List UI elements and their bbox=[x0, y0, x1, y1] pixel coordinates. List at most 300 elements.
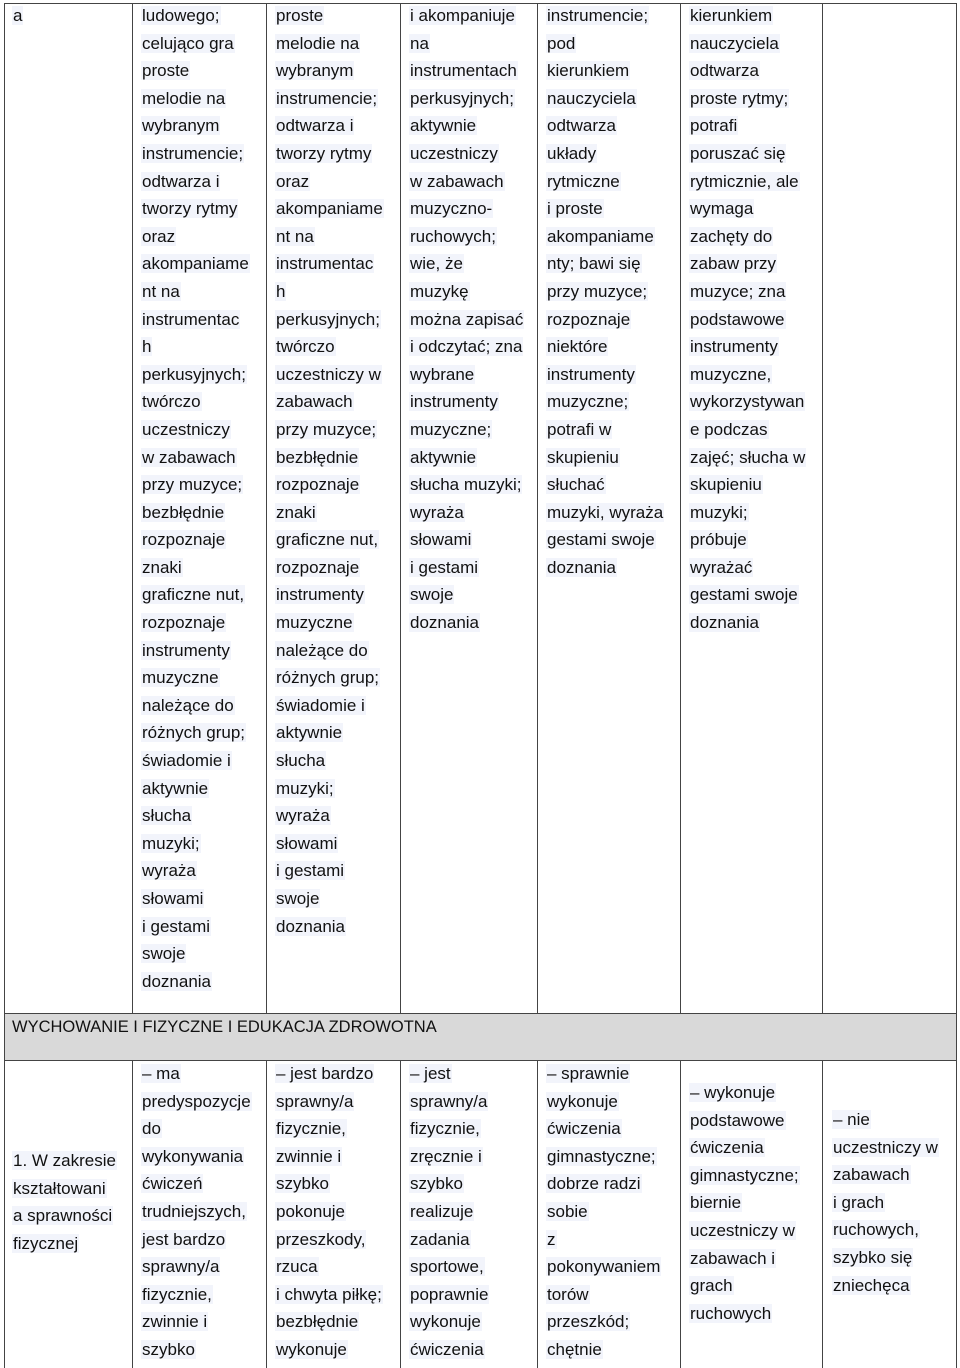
cell-text: wykonuje bbox=[410, 1312, 481, 1332]
cell-text-line bbox=[12, 1147, 117, 1175]
cell-text: aktywnie bbox=[410, 447, 477, 467]
cell-text: gestami swoje bbox=[547, 530, 655, 550]
cell-text-line bbox=[689, 416, 806, 444]
cell-text-line bbox=[689, 526, 806, 554]
cell-text: – wykonuje bbox=[690, 1083, 776, 1102]
row-divider bbox=[4, 1013, 957, 1014]
cell-text: odtwarza bbox=[547, 116, 616, 136]
cell-text-line bbox=[832, 1161, 939, 1189]
top-cell-col4 bbox=[546, 2, 664, 581]
cell-text-line bbox=[409, 1198, 489, 1226]
bottom-cell-col5 bbox=[689, 1079, 800, 1327]
bottom-cell-col4 bbox=[546, 1060, 661, 1364]
cell-text-line bbox=[689, 1107, 800, 1135]
cell-text-line bbox=[141, 526, 250, 554]
cell-text: ludowego; bbox=[142, 6, 220, 25]
cell-text-line bbox=[689, 1189, 800, 1217]
cell-text: szybko bbox=[276, 1174, 329, 1194]
cell-text-line bbox=[12, 1230, 117, 1258]
cell-text-line bbox=[546, 306, 664, 334]
bottom-cell-col1 bbox=[141, 1060, 252, 1364]
cell-text: swoje bbox=[276, 889, 320, 908]
table-border-right bbox=[956, 3, 957, 1013]
cell-text: należące do bbox=[142, 695, 234, 715]
cell-text-line bbox=[275, 526, 384, 554]
cell-text-line bbox=[546, 112, 664, 140]
cell-text: szybko bbox=[142, 1339, 195, 1359]
cell-text-line bbox=[409, 112, 524, 140]
cell-text: predyspozycje bbox=[142, 1091, 251, 1111]
cell-text: rytmiczne bbox=[547, 171, 620, 191]
cell-text: graficzne nut, bbox=[142, 585, 245, 605]
cell-text: odtwarza i bbox=[276, 116, 354, 136]
cell-text-line bbox=[141, 692, 250, 720]
cell-text: grach bbox=[690, 1276, 733, 1296]
cell-text-line bbox=[275, 140, 384, 168]
cell-text: niektóre bbox=[547, 337, 608, 357]
cell-text: – ma bbox=[142, 1064, 180, 1083]
cell-text-line bbox=[546, 223, 664, 251]
top-cell-col3 bbox=[409, 2, 524, 637]
top-cell-col2 bbox=[275, 2, 384, 940]
cell-text-line bbox=[141, 1088, 252, 1116]
cell-text: uczestniczy w bbox=[276, 364, 381, 384]
cell-text-line bbox=[409, 471, 524, 499]
cell-text: muzyczne bbox=[142, 668, 219, 688]
cell-text-line bbox=[409, 1170, 489, 1198]
cell-text-line bbox=[141, 857, 250, 885]
cell-text-line bbox=[409, 1281, 489, 1309]
cell-text-line bbox=[546, 1060, 661, 1088]
cell-text-line bbox=[689, 581, 806, 609]
cell-text: należące do bbox=[276, 640, 368, 660]
cell-text: szybko bbox=[410, 1174, 463, 1194]
column-divider bbox=[680, 3, 681, 1013]
cell-text: fizycznie, bbox=[410, 1119, 480, 1139]
cell-text: i chwyta piłkę; bbox=[276, 1284, 382, 1304]
cell-text: skupieniu bbox=[547, 447, 619, 467]
cell-text: instrumentach bbox=[410, 61, 517, 81]
cell-text-line bbox=[546, 526, 664, 554]
cell-text: twórczo bbox=[142, 392, 201, 412]
cell-text: ćwiczenia bbox=[410, 1339, 484, 1359]
cell-text-line bbox=[141, 581, 250, 609]
top-cell-col0 bbox=[12, 2, 23, 30]
cell-text-line bbox=[409, 388, 524, 416]
cell-text-line bbox=[141, 416, 250, 444]
cell-text-line bbox=[275, 250, 384, 278]
cell-text: i proste bbox=[547, 199, 603, 219]
cell-text: przeszkody, bbox=[276, 1229, 366, 1249]
cell-text: muzyczne; bbox=[547, 392, 629, 412]
cell-text: słuchać bbox=[547, 475, 605, 495]
cell-text: sobie bbox=[547, 1201, 588, 1221]
cell-text-line bbox=[275, 581, 384, 609]
cell-text-line bbox=[141, 1143, 252, 1171]
cell-text: ruchowych bbox=[690, 1303, 772, 1323]
cell-text-line bbox=[141, 1226, 252, 1254]
cell-text: i grach bbox=[833, 1192, 885, 1212]
cell-text-line bbox=[689, 361, 806, 389]
cell-text-line bbox=[409, 499, 524, 527]
cell-text: trudniejszych, bbox=[142, 1201, 246, 1221]
cell-text: gimnastyczne; bbox=[690, 1165, 799, 1185]
cell-text-line bbox=[275, 830, 384, 858]
cell-text: wybranym bbox=[276, 61, 354, 81]
column-divider bbox=[400, 1060, 401, 1368]
cell-text-line bbox=[689, 306, 806, 334]
cell-text: e podczas bbox=[690, 419, 768, 439]
table-border-left bbox=[4, 1013, 5, 1061]
cell-text: na bbox=[410, 33, 429, 53]
cell-text: ćwiczenia bbox=[690, 1138, 764, 1158]
cell-text-line bbox=[546, 30, 664, 58]
cell-text: akompaniame bbox=[142, 254, 249, 274]
cell-text: i akompaniuje bbox=[410, 6, 515, 25]
cell-text: wyraża bbox=[410, 502, 464, 522]
cell-text-line bbox=[275, 719, 384, 747]
cell-text: rozpoznaje bbox=[142, 530, 226, 550]
cell-text: bezbłędnie bbox=[142, 502, 225, 522]
cell-text: proste rytmy; bbox=[690, 88, 789, 108]
cell-text-line bbox=[546, 1253, 661, 1281]
cell-text: poruszać się bbox=[690, 143, 786, 163]
table-border-right bbox=[956, 1013, 957, 1061]
cell-text: swoje bbox=[410, 585, 454, 605]
cell-text-line bbox=[409, 1143, 489, 1171]
cell-text: wyraża bbox=[276, 806, 330, 826]
cell-text: słowami bbox=[410, 530, 472, 550]
cell-text-line bbox=[546, 416, 664, 444]
cell-text: świadomie i bbox=[276, 695, 365, 715]
cell-text-line bbox=[546, 168, 664, 196]
cell-text-line bbox=[689, 278, 806, 306]
cell-text-line bbox=[409, 195, 524, 223]
cell-text-line bbox=[546, 85, 664, 113]
cell-text: proste bbox=[142, 61, 190, 81]
cell-text-line bbox=[409, 416, 524, 444]
cell-text: nt na bbox=[142, 281, 180, 301]
cell-text: akompaniame bbox=[276, 199, 383, 219]
cell-text: aktywnie bbox=[410, 116, 477, 136]
cell-text-line bbox=[141, 1060, 252, 1088]
cell-text-line bbox=[141, 85, 250, 113]
cell-text: zwinnie i bbox=[276, 1146, 342, 1166]
cell-text-line bbox=[141, 747, 250, 775]
cell-text: – jest bbox=[410, 1064, 451, 1083]
cell-text: rytmicznie, ale bbox=[690, 171, 799, 191]
cell-text: bezbłędnie bbox=[276, 447, 359, 467]
cell-text-line bbox=[275, 692, 384, 720]
cell-text: 1. W zakresie bbox=[13, 1151, 116, 1170]
cell-text-line bbox=[689, 195, 806, 223]
cell-text: w zabawach bbox=[142, 447, 236, 467]
cell-text: doznania bbox=[410, 613, 480, 633]
cell-text-line bbox=[689, 1134, 800, 1162]
cell-text-line bbox=[546, 554, 664, 582]
cell-text-line bbox=[546, 361, 664, 389]
cell-text: rozpoznaje bbox=[547, 309, 631, 329]
cell-text: muzyczne, bbox=[690, 364, 772, 384]
cell-text: – nie bbox=[833, 1110, 870, 1129]
cell-text-line bbox=[689, 85, 806, 113]
cell-text: zabawach i bbox=[690, 1248, 776, 1268]
cell-text: wykonuje bbox=[276, 1339, 347, 1359]
cell-text: gimnastyczne; bbox=[547, 1146, 656, 1166]
cell-text-line bbox=[689, 444, 806, 472]
cell-text-line bbox=[275, 444, 384, 472]
cell-text: zachęty do bbox=[690, 226, 773, 246]
cell-text-line bbox=[141, 719, 250, 747]
cell-text: rozpoznaje bbox=[142, 613, 226, 633]
bottom-cell-col2 bbox=[275, 1060, 383, 1364]
cell-text-line bbox=[689, 388, 806, 416]
cell-text-line bbox=[275, 306, 384, 334]
cell-text-line bbox=[275, 857, 384, 885]
cell-text-line bbox=[689, 223, 806, 251]
cell-text: fizycznie, bbox=[276, 1119, 346, 1139]
cell-text-line bbox=[141, 278, 250, 306]
cell-text-line bbox=[141, 913, 250, 941]
cell-text: uczestniczy w bbox=[833, 1137, 938, 1157]
cell-text-line bbox=[409, 361, 524, 389]
cell-text: dobrze radzi bbox=[547, 1174, 641, 1194]
cell-text: różnych grup; bbox=[276, 668, 379, 688]
cell-text: słowami bbox=[142, 889, 204, 908]
cell-text: nauczyciela bbox=[690, 33, 779, 53]
cell-text-line bbox=[12, 2, 23, 30]
cell-text-line bbox=[275, 747, 384, 775]
cell-text: zwinnie i bbox=[142, 1312, 208, 1332]
cell-text-line bbox=[409, 57, 524, 85]
cell-text-line bbox=[689, 609, 806, 637]
cell-text-line bbox=[275, 2, 384, 30]
cell-text-line bbox=[275, 361, 384, 389]
table-border-left bbox=[4, 1060, 5, 1368]
cell-text: kierunkiem bbox=[547, 61, 630, 81]
cell-text: układy bbox=[547, 143, 597, 163]
cell-text: perkusyjnych; bbox=[276, 309, 380, 329]
cell-text-line bbox=[275, 885, 384, 913]
cell-text-line bbox=[141, 471, 250, 499]
cell-text-line bbox=[12, 1175, 117, 1203]
cell-text: podstawowe bbox=[690, 309, 785, 329]
cell-text-line bbox=[409, 1226, 489, 1254]
cell-text: potrafi bbox=[690, 116, 738, 136]
cell-text-line bbox=[275, 388, 384, 416]
cell-text-line bbox=[409, 581, 524, 609]
cell-text: znaki bbox=[276, 502, 316, 522]
cell-text-line bbox=[141, 168, 250, 196]
cell-text-line bbox=[141, 333, 250, 361]
cell-text: zabaw przy bbox=[690, 254, 776, 274]
cell-text: do bbox=[142, 1119, 161, 1139]
cell-text: muzyczne; bbox=[410, 419, 492, 439]
cell-text-line bbox=[546, 444, 664, 472]
cell-text-line bbox=[141, 388, 250, 416]
cell-text-line bbox=[546, 1281, 661, 1309]
cell-text: muzyczne bbox=[276, 613, 353, 633]
cell-text-line bbox=[546, 140, 664, 168]
cell-text: – jest bardzo bbox=[276, 1064, 374, 1083]
cell-text-line bbox=[275, 775, 384, 803]
cell-text-line bbox=[275, 223, 384, 251]
cell-text-line bbox=[689, 30, 806, 58]
cell-text-line bbox=[141, 1336, 252, 1364]
cell-text-line bbox=[689, 333, 806, 361]
bottom-cell-col0 bbox=[12, 1147, 117, 1257]
cell-text: doznania bbox=[690, 613, 760, 633]
cell-text: słucha bbox=[142, 806, 192, 826]
cell-text: muzykę bbox=[410, 281, 469, 301]
cell-text-line bbox=[409, 333, 524, 361]
cell-text-line bbox=[409, 1336, 489, 1364]
cell-text-line bbox=[141, 1115, 252, 1143]
cell-text-line bbox=[141, 940, 250, 968]
cell-text-line bbox=[546, 471, 664, 499]
cell-text: różnych grup; bbox=[142, 723, 245, 743]
cell-text: uczestniczy bbox=[410, 143, 498, 163]
cell-text: uczestniczy w bbox=[690, 1220, 795, 1240]
cell-text: instrumencie; bbox=[547, 6, 649, 25]
cell-text: fizycznej bbox=[13, 1233, 79, 1253]
cell-text-line bbox=[546, 1226, 661, 1254]
cell-text: instrumenty bbox=[690, 337, 778, 357]
cell-text-line bbox=[546, 1198, 661, 1226]
cell-text: przy muzyce; bbox=[276, 419, 377, 439]
cell-text-line bbox=[141, 885, 250, 913]
cell-text-line bbox=[409, 554, 524, 582]
cell-text: melodie na bbox=[276, 33, 360, 53]
cell-text: wymaga bbox=[690, 199, 754, 219]
section-header: WYCHOWANIE I FIZYCZNE I EDUKACJA ZDROWOTNA bbox=[12, 1018, 437, 1036]
cell-text: zabawach bbox=[276, 392, 353, 412]
cell-text-line bbox=[141, 30, 250, 58]
cell-text: odtwarza bbox=[690, 61, 759, 81]
cell-text: znaki bbox=[142, 557, 182, 577]
cell-text: poprawnie bbox=[410, 1284, 489, 1304]
cell-text: sprawny/a bbox=[142, 1257, 220, 1277]
cell-text: instrumenty bbox=[547, 364, 635, 384]
cell-text-line bbox=[409, 526, 524, 554]
cell-text-line bbox=[832, 1272, 939, 1300]
cell-text-line bbox=[275, 1253, 383, 1281]
cell-text: wyraża bbox=[142, 861, 196, 881]
cell-text: nty; bawi się bbox=[547, 254, 641, 274]
cell-text-line bbox=[546, 278, 664, 306]
cell-text: ruchowych; bbox=[410, 226, 496, 246]
cell-text: zniechęca bbox=[833, 1275, 910, 1295]
cell-text-line bbox=[275, 913, 384, 941]
cell-text-line bbox=[546, 1143, 661, 1171]
cell-text: w zabawach bbox=[410, 171, 504, 191]
cell-text: biernie bbox=[690, 1193, 742, 1213]
cell-text-line bbox=[689, 1162, 800, 1190]
cell-text: aktywnie bbox=[142, 778, 209, 798]
cell-text-line bbox=[141, 306, 250, 334]
cell-text-line bbox=[546, 57, 664, 85]
cell-text-line bbox=[275, 112, 384, 140]
cell-text: instrumentac bbox=[142, 309, 240, 329]
cell-text-line bbox=[141, 57, 250, 85]
cell-text: instrumenty bbox=[276, 585, 364, 605]
cell-text-line bbox=[141, 609, 250, 637]
cell-text-line bbox=[141, 499, 250, 527]
cell-text-line bbox=[832, 1244, 939, 1272]
cell-text: sportowe, bbox=[410, 1257, 484, 1277]
cell-text-line bbox=[141, 1281, 252, 1309]
cell-text-line bbox=[141, 1170, 252, 1198]
cell-text-line bbox=[141, 112, 250, 140]
cell-text-line bbox=[275, 802, 384, 830]
cell-text-line bbox=[275, 637, 384, 665]
cell-text: słucha bbox=[276, 751, 326, 771]
cell-text: zabawach bbox=[833, 1165, 910, 1185]
table-border-left bbox=[4, 3, 5, 1013]
cell-text: graficzne nut, bbox=[276, 530, 379, 550]
cell-text-line bbox=[409, 1308, 489, 1336]
cell-text-line bbox=[141, 664, 250, 692]
cell-text-line bbox=[409, 2, 524, 30]
cell-text-line bbox=[275, 333, 384, 361]
cell-text: muzyki; bbox=[690, 502, 748, 522]
cell-text: sprawny/a bbox=[410, 1091, 488, 1111]
cell-text-line bbox=[689, 1217, 800, 1245]
cell-text-line bbox=[409, 1115, 489, 1143]
cell-text: wyrażać bbox=[690, 557, 753, 577]
cell-text: proste bbox=[276, 6, 324, 25]
cell-text-line bbox=[141, 637, 250, 665]
cell-text-line bbox=[546, 388, 664, 416]
cell-text: sprawny/a bbox=[276, 1091, 354, 1111]
cell-text: – sprawnie bbox=[547, 1064, 630, 1083]
cell-text-line bbox=[141, 223, 250, 251]
cell-text-line bbox=[141, 250, 250, 278]
cell-text: przeszkód; bbox=[547, 1312, 630, 1332]
cell-text: kształtowani bbox=[13, 1178, 106, 1198]
cell-text-line bbox=[689, 57, 806, 85]
cell-text: ruchowych, bbox=[833, 1220, 919, 1240]
cell-text: muzyce; zna bbox=[690, 281, 786, 301]
bottom-cell-col6 bbox=[832, 1106, 939, 1299]
cell-text-line bbox=[141, 1253, 252, 1281]
cell-text-line bbox=[409, 444, 524, 472]
cell-text: muzyki; bbox=[276, 778, 334, 798]
cell-text-line bbox=[689, 168, 806, 196]
cell-text-line bbox=[141, 1198, 252, 1226]
cell-text: zajęć; słucha w bbox=[690, 447, 806, 467]
cell-text: twórczo bbox=[276, 337, 335, 357]
cell-text-line bbox=[275, 168, 384, 196]
top-cell-col5 bbox=[689, 2, 806, 637]
bottom-cell-col3 bbox=[409, 1060, 489, 1364]
cell-text-line bbox=[409, 278, 524, 306]
column-divider bbox=[822, 1060, 823, 1368]
cell-text: instrumencie; bbox=[142, 143, 244, 163]
cell-text: zadania bbox=[410, 1229, 470, 1249]
cell-text: próbuje bbox=[690, 530, 747, 550]
cell-text-line bbox=[409, 1088, 489, 1116]
cell-text: gestami swoje bbox=[690, 585, 798, 605]
column-divider bbox=[132, 1060, 133, 1368]
cell-text-line bbox=[832, 1216, 939, 1244]
cell-text-line bbox=[275, 1336, 383, 1364]
cell-text: doznania bbox=[142, 971, 212, 991]
cell-text-line bbox=[141, 1308, 252, 1336]
cell-text: oraz bbox=[142, 226, 176, 246]
cell-text-line bbox=[275, 1088, 383, 1116]
cell-text-line bbox=[689, 112, 806, 140]
